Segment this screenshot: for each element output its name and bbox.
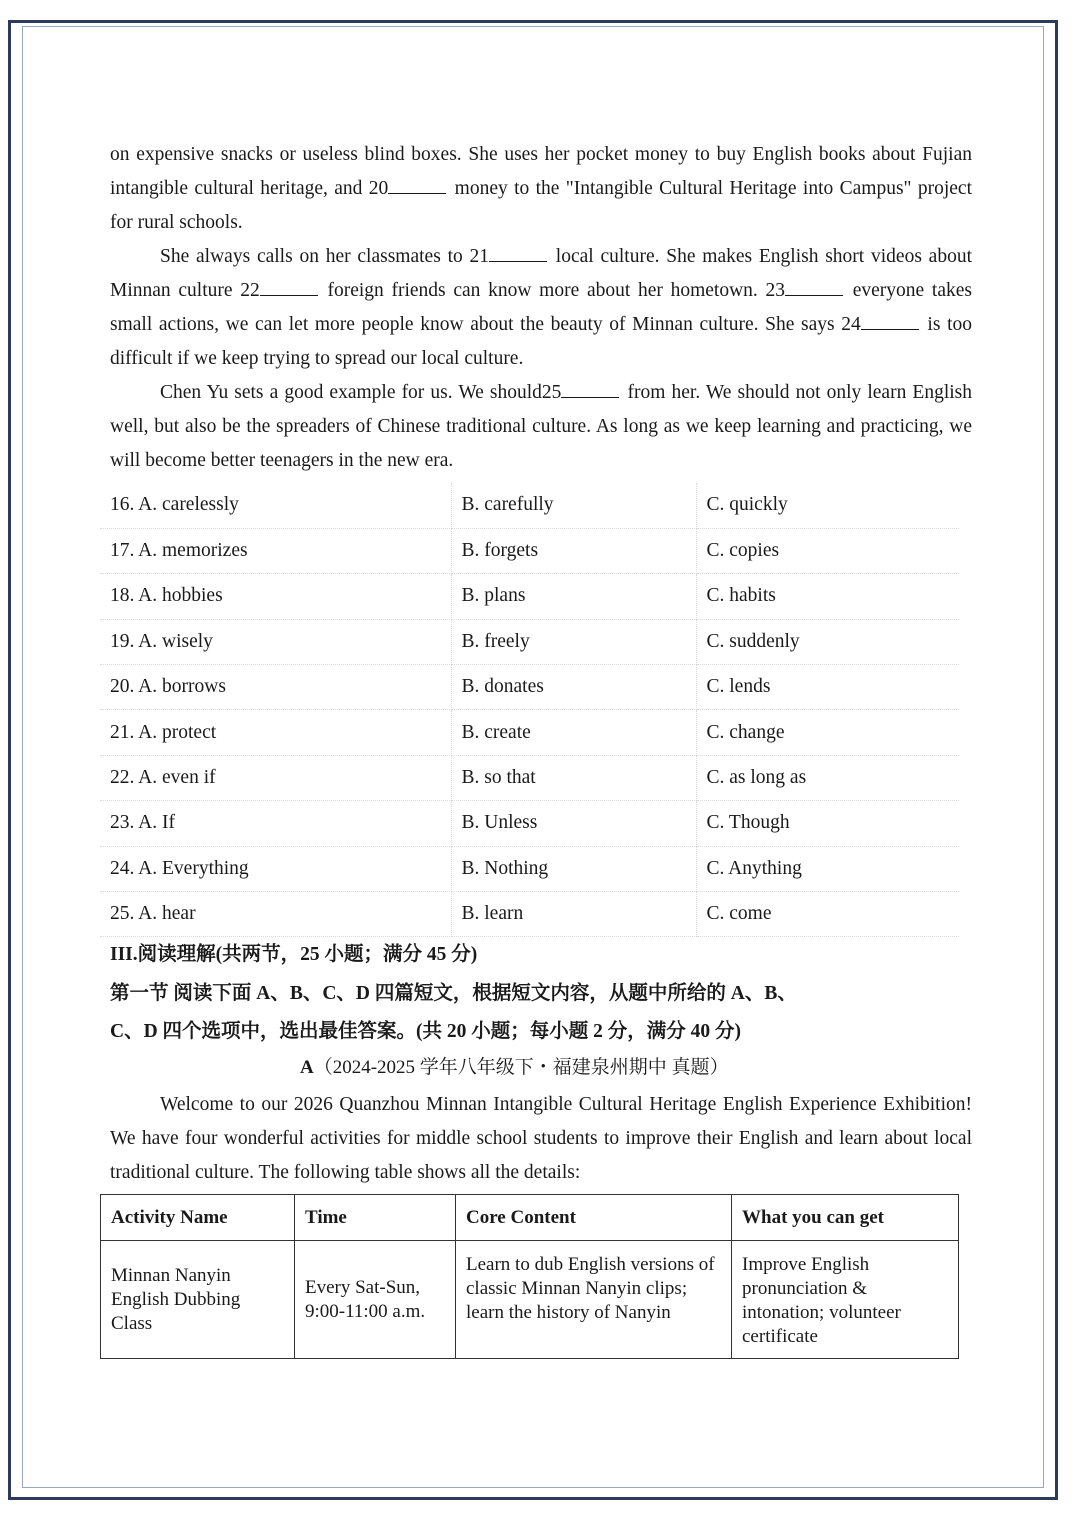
blank-20	[388, 175, 446, 194]
passage-source: （2024-2025 学年八年级下・福建泉州期中 真题）	[313, 1057, 729, 1078]
header-core-content: Core Content	[456, 1195, 732, 1241]
choice-row: 25. A. hear B. learn C. come	[100, 892, 959, 937]
choice-row: 18. A. hobbies B. plans C. habits	[100, 574, 959, 619]
header-activity-name: Activity Name	[101, 1195, 295, 1241]
choice-row: 20. A. borrows B. donates C. lends	[100, 665, 959, 710]
blank-24	[861, 311, 919, 330]
choice-row: 21. A. protect B. create C. change	[100, 710, 959, 755]
intro-paragraph: Welcome to our 2026 Quanzhou Minnan Intangible Cultural Heritage English Experience Exhibition! We have four wonderful activities for middle school students to improve their English and learn about local traditional culture. The following table shows all the details:	[110, 1094, 972, 1183]
cell-core-content: Learn to dub English versions of classic Minnan Nanyin clips; learn the history of Nanyin	[456, 1241, 732, 1359]
choice-row: 22. A. even if B. so that C. as long as	[100, 755, 959, 800]
activity-table	[100, 1194, 959, 1359]
choice-row: 16. A. carelessly B. carefully C. quickly	[100, 483, 959, 528]
choice-row: 23. A. If B. Unless C. Though	[100, 801, 959, 846]
header-what-you-get: What you can get	[732, 1195, 959, 1241]
choice-row: 19. A. wisely B. freely C. suddenly	[100, 619, 959, 664]
choice-row: 17. A. memorizes B. forgets C. copies	[100, 528, 959, 573]
table-row	[101, 1241, 959, 1359]
section-instruction-line-1: 第一节 阅读下面 A、B、C、D 四篇短文，根据短文内容，从题中所给的 A、B、	[110, 983, 797, 1004]
blank-25	[561, 379, 619, 398]
blank-22	[260, 277, 318, 296]
cell-time: Every Sat-Sun, 9:00-11:00 a.m.	[295, 1241, 456, 1359]
passage-label: A	[300, 1057, 314, 1078]
paragraph-1: on expensive snacks or useless blind boxes. She uses her pocket money to buy English books about Fujian intangible cultural heritage, and 20 money to the "Intangible Cultural Heritage into Campus" project for rural schools.	[110, 144, 972, 233]
intro-passage	[110, 1088, 972, 1190]
cell-what-you-get: Improve English pronunciation & intonation; volunteer certificate	[732, 1241, 959, 1359]
cloze-passage	[110, 138, 972, 478]
passage-title	[300, 1052, 729, 1079]
table-header-row	[101, 1195, 959, 1241]
blank-21	[489, 243, 547, 262]
paragraph-3: Chen Yu sets a good example for us. We should25 from her. We should not only learn English well, but also be the spreaders of Chinese traditional culture. As long as we keep learning and practicing, we will become better teenagers in the new era.	[110, 376, 972, 478]
blank-23	[785, 277, 843, 296]
choices-table	[100, 483, 959, 937]
header-time: Time	[295, 1195, 456, 1241]
section-heading: III.阅读理解(共两节，25 小题；满分 45 分)	[110, 944, 478, 965]
choice-row: 24. A. Everything B. Nothing C. Anything	[100, 846, 959, 891]
paragraph-2: She always calls on her classmates to 21 local culture. She makes English short videos about Minnan culture 22 foreign friends can know more about her hometown. 23 everyone takes small actions, we can let more people know about the beauty of Minnan culture. She says 24 is too difficult if we keep trying to spread our local culture.	[110, 240, 972, 376]
section-instruction-line-2: C、D 四个选项中，选出最佳答案。(共 20 小题；每小题 2 分，满分 40 分)	[110, 1021, 742, 1042]
cell-activity-name: Minnan Nanyin English Dubbing Class	[101, 1241, 295, 1359]
